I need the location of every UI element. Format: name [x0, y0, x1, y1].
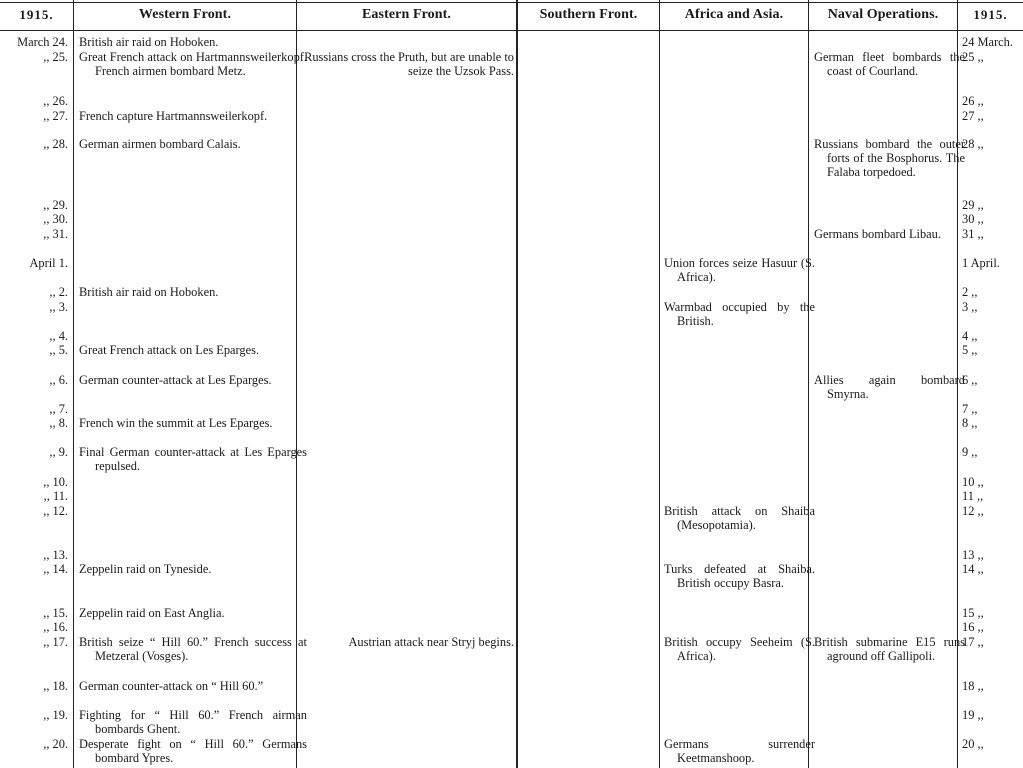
row-date-right: 16 ,,: [962, 620, 984, 634]
row-date: ,, 30.: [43, 212, 68, 226]
row-date-right: 7 ,,: [962, 402, 978, 416]
africa-asia-entry: Turks defeated at Shaiba. British occupy Basra.: [664, 562, 815, 590]
western-entry: Fighting for “ Hill 60.” French airman bombards Ghent.: [79, 708, 307, 736]
row-date-right: 8 ,,: [962, 416, 978, 430]
row-date-right: 25 ,,: [962, 50, 984, 64]
row-date-right: 14 ,,: [962, 562, 984, 576]
naval-entry: Germans bombard Libau.: [814, 227, 941, 241]
row-date-right: 20 ,,: [962, 737, 984, 751]
row-date: ,, 3.: [49, 300, 68, 314]
row-date-right: 27 ,,: [962, 109, 984, 123]
western-entry: French win the summit at Les Eparges.: [79, 416, 273, 430]
row-date-right: 1 April.: [962, 256, 1000, 270]
row-date-right: 17 ,,: [962, 635, 984, 649]
africa-asia-entry: Warmbad occupied by the British.: [664, 300, 815, 328]
naval-entry: British submarine E15 runs aground off Gallipoli.: [814, 635, 965, 663]
row-date-right: 31 ,,: [962, 227, 984, 241]
row-date-right: 11 ,,: [962, 489, 984, 503]
row-date: ,, 4.: [49, 329, 68, 343]
western-entry: Great French attack on Les Eparges.: [79, 343, 260, 357]
row-date: ,, 14.: [43, 562, 68, 576]
africa-asia-entry: Union forces seize Hasuur (S. Africa).: [664, 256, 815, 284]
header-southern-front: Southern Front.: [539, 7, 638, 22]
africa-asia-entry: British attack on Shaiba (Mesopotamia).: [664, 504, 815, 532]
western-entry: French capture Hartmannsweilerkopf.: [79, 109, 268, 123]
header-bottom-rule: [0, 30, 1023, 31]
western-entry: British seize “ Hill 60.” French success at Metzeral (Vosges).: [79, 635, 307, 663]
row-date-right: 19 ,,: [962, 708, 984, 722]
western-entry: Final German counter-attack at Les Eparges repulsed.: [79, 445, 307, 473]
row-date: ,, 28.: [43, 137, 68, 151]
row-date: ,, 19.: [43, 708, 68, 722]
row-date-right: 29 ,,: [962, 198, 984, 212]
row-date: ,, 18.: [43, 679, 68, 693]
row-date: ,, 26.: [43, 94, 68, 108]
row-date: ,, 10.: [43, 475, 68, 489]
row-date: ,, 16.: [43, 620, 68, 634]
western-entry: Desperate fight on “ Hill 60.” Germans bombard Ypres.: [79, 737, 307, 765]
row-date-right: 24 March.: [962, 35, 1013, 49]
header-western-front: Western Front.: [138, 7, 232, 22]
row-date-right: 30 ,,: [962, 212, 984, 226]
row-date: ,, 20.: [43, 737, 68, 751]
header-africa-asia: Africa and Asia.: [684, 7, 784, 22]
column-rule: [659, 0, 660, 768]
row-date: ,, 2.: [49, 285, 68, 299]
eastern-entry: Russians cross the Pruth, but are unable to seize the Uzsok Pass.: [304, 50, 514, 78]
row-date-right: 15 ,,: [962, 606, 984, 620]
western-entry: Zeppelin raid on Tyneside.: [79, 562, 212, 576]
header-eastern-front: Eastern Front.: [361, 7, 452, 22]
eastern-entry: Austrian attack near Stryj begins.: [348, 635, 514, 649]
row-date-right: 4 ,,: [962, 329, 978, 343]
row-date: ,, 8.: [49, 416, 68, 430]
row-date: ,, 27.: [43, 109, 68, 123]
header-year-left: 1915.: [19, 7, 54, 22]
header-naval-operations: Naval Operations.: [827, 7, 939, 22]
africa-asia-entry: Germans surrender Keetmanshoop.: [664, 737, 815, 765]
naval-entry: German fleet bombards the coast of Courland.: [814, 50, 965, 78]
row-date-right: 5 ,,: [962, 343, 978, 357]
header-year-right: 1915.: [973, 7, 1008, 22]
row-date: ,, 7.: [49, 402, 68, 416]
western-entry: Great French attack on Hartmannsweilerkopf. French airmen bombard Metz.: [79, 50, 307, 78]
row-date: ,, 17.: [43, 635, 68, 649]
naval-entry: Allies again bombard Smyrna.: [814, 373, 965, 401]
row-date: ,, 12.: [43, 504, 68, 518]
row-date: ,, 15.: [43, 606, 68, 620]
row-date: ,, 9.: [49, 445, 68, 459]
row-date-right: 12 ,,: [962, 504, 984, 518]
row-date-right: 18 ,,: [962, 679, 984, 693]
western-entry: German airmen bombard Calais.: [79, 137, 241, 151]
row-date-right: 3 ,,: [962, 300, 978, 314]
row-date-right: 28 ,,: [962, 137, 984, 151]
western-entry: British air raid on Hoboken.: [79, 285, 219, 299]
row-date: ,, 29.: [43, 198, 68, 212]
western-entry: British air raid on Hoboken.: [79, 35, 219, 49]
column-rule: [73, 0, 74, 768]
row-date-right: 10 ,,: [962, 475, 984, 489]
row-date: ,, 11.: [43, 489, 68, 503]
row-date: ,, 5.: [49, 343, 68, 357]
western-entry: German counter-attack on “ Hill 60.”: [79, 679, 264, 693]
row-date-right: 26 ,,: [962, 94, 984, 108]
western-entry: German counter-attack at Les Eparges.: [79, 373, 272, 387]
naval-entry: Russians bombard the outer forts of the Bosphorus. The Falaba torpedoed.: [814, 137, 965, 179]
row-date: April 1.: [29, 256, 68, 270]
row-date: ,, 13.: [43, 548, 68, 562]
row-date-right: 2 ,,: [962, 285, 978, 299]
row-date: ,, 25.: [43, 50, 68, 64]
row-date: ,, 6.: [49, 373, 68, 387]
row-date: March 24.: [17, 35, 68, 49]
row-date-right: 13 ,,: [962, 548, 984, 562]
western-entry: Zeppelin raid on East Anglia.: [79, 606, 225, 620]
row-date-right: 9 ,,: [962, 445, 978, 459]
row-date: ,, 31.: [43, 227, 68, 241]
column-rule: [516, 0, 518, 768]
row-date-right: 6 ,,: [962, 373, 978, 387]
africa-asia-entry: British occupy Seeheim (S. Africa).: [664, 635, 815, 663]
